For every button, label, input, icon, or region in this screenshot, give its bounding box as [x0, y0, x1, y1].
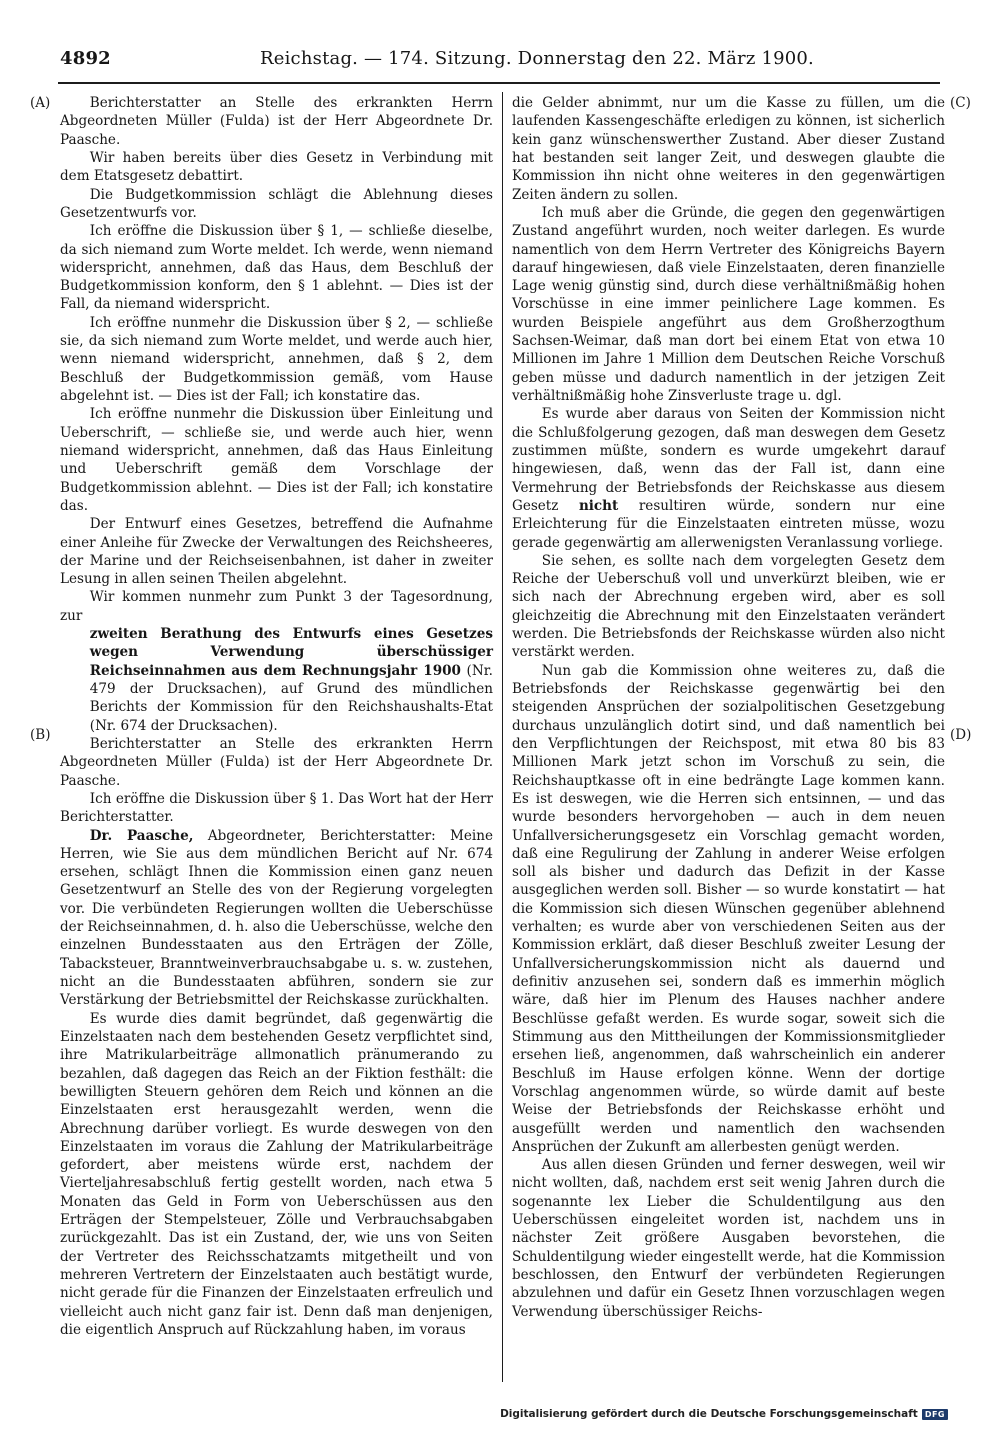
paragraph-text: Es wurde aber daraus von Seiten der Kommission nicht die Schlußfolgerung gezogen, daß man deswegen dem Gesetz zustimmen müßte, sondern es wurde umgekehrt darauf hingewiesen, daß, wenn das der Fall ist, dann eine Vermehrung der Betriebsfonds der Reichskasse aus diesem Gesetz: [512, 406, 945, 514]
running-title: Reichstag. — 174. Sitzung. Donnerstag den 22. März 1900.: [260, 48, 814, 69]
page-header: [60, 44, 940, 78]
column-divider: [502, 92, 503, 1382]
paragraph: die Gelder abnimmt, nur um die Kasse zu füllen, um die laufenden Kassengeschäfte erledigen zu können, ist sicherlich kein ganz wünschenswerther Zustand. Aber dieser Zustand hat bestanden seit langer Zeit, und deswegen glaubte die Kommission ihn nicht ohne weiteres in den gegenwärtigen Zeiten ändern zu sollen.: [512, 95, 945, 203]
agenda-item-details: (Nr. 479 der Drucksachen), auf Grund des mündlichen Berichts der Kommission für den Reichshaushalts-Etat (Nr. 674 der Drucksachen).: [89, 662, 493, 734]
paragraph: Wir haben bereits über dies Gesetz in Verbindung mit dem Etatsgesetz debattirt.: [60, 149, 493, 185]
paragraph-text: resultiren würde, sondern nur eine Erleichterung für die Einzelstaaten eintreten müsse, wozu gerade gegenwärtig am allerwenigsten Veranlassung vorliege.: [512, 497, 945, 551]
paragraph: [512, 405, 945, 552]
paragraph: Sie sehen, es sollte nach dem vorgelegten Gesetz dem Reiche der Ueberschuß voll und unverkürzt bleiben, wie er sich nach der Abrechnung ergeben wird, aber es soll gleichzeitig die Abrechnung mit den Einzelstaaten verändert werden. Die Betriebsfonds der Reichskasse würden also nicht verstärkt werden.: [512, 552, 945, 661]
speech-paragraph: [60, 827, 493, 1010]
paragraph: Ich muß aber die Gründe, die gegen den gegenwärtigen Zustand angeführt wurden, noch weiter darlegen. Es wurde namentlich von dem Herrn Vertreter des Königreichs Bayern darauf hingewiesen, daß viele Einzelstaaten, deren finanzielle Lage wenig günstig sind, durch diese verhältnißmäßig hohen Vorschüsse in eine immer peinlichere Lage kommen. Es wurden Beispiele angeführt aus dem Großherzogthum Sachsen-Weimar, daß man dort bei einem Etat von etwa 10 Millionen im Jahre 1 Million dem Deutschen Reiche Vorschuß geben müsse und dadurch namentlich in der jetzigen Zeit verhältnißmäßig hohe Zinsverluste trage u. dgl.: [512, 204, 945, 404]
header-rule: [58, 82, 940, 84]
paragraph: Ich eröffne die Diskussion über § 1. Das Wort hat der Herr Berichterstatter.: [60, 790, 493, 826]
paragraph: Der Entwurf eines Gesetzes, betreffend die Aufnahme einer Anleihe für Zwecke der Verwaltungen des Reichsheeres, der Marine und der Reichseisenbahnen, ist daher in zweiter Lesung in allen seinen Theilen abgelehnt.: [60, 516, 493, 588]
agenda-item: [90, 625, 493, 735]
paragraph: Ich eröffne nunmehr die Diskussion über Einleitung und Ueberschrift, — schließe sie, und werde auch hier, wenn niemand widerspricht, annehmen, daß das Haus Einleitung und Ueberschrift gemäß dem Vorschlage der Budgetkommission ablehnt. — Dies ist der Fall; ich konstatire das.: [60, 406, 493, 514]
left-column: [60, 94, 493, 1339]
footer-text: Digitalisierung gefördert durch die Deutsche Forschungsgemeinschaft: [500, 1408, 918, 1420]
paragraph: Ich eröffne nunmehr die Diskussion über § 2, — schließe sie, da sich niemand zum Worte meldet, und werde auch hier, wenn niemand widerspricht, annehmen, daß § 2, dem Beschluß der Budgetkommission gemäß, vom Hause abgelehnt ist. — Dies ist der Fall; ich konstatire das.: [60, 314, 493, 404]
dfg-logo: DFG: [922, 1409, 948, 1420]
paragraph: Berichterstatter an Stelle des erkrankten Herrn Abgeordneten Müller (Fulda) ist der Herr Abgeordnete Dr. Paasche.: [60, 735, 493, 789]
emphasis: nicht: [578, 497, 619, 514]
margin-marker-b: (B): [30, 727, 51, 743]
paragraph: Wir kommen nunmehr zum Punkt 3 der Tagesordnung, zur: [60, 589, 493, 624]
paragraph: Es wurde dies damit begründet, daß gegenwärtig die Einzelstaaten nach dem bestehenden Gesetz verpflichtet sind, ihre Matrikularbeiträge allmonatlich pränumerando zu bezahlen, daß dagegen das Reich an der Fiktion festhält: die bewilligten Steuern gehören dem Reich und können an die Einzelstaaten erst herausgezahlt werden, wenn die Abrechnung darüber vorliegt. Es wurde deswegen von den Einzelstaaten im voraus die Zahlung der Matrikularbeiträge gefordert, aber meistens würde erst, nachdem der Vierteljahresabschluß fertig gestellt worden, nach etwa 5 Monaten das Geld in Form von Ueberschüssen aus den Erträgen der Stempelsteuer, Zölle und Verbrauchsabgaben zurückgezahlt. Das ist ein Zustand, der, wie uns von Seiten der Vertreter des Reichsschatzamts mitgetheilt und von mehreren Vertretern der Einzelstaaten auch bestätigt wurde, nicht gerade für die Finanzen der Einzelstaaten erfreulich und vielleicht auch nicht ganz fair ist. Denn daß man denjenigen, die eigentlich Anspruch auf Rückzahlung haben, im voraus: [60, 1010, 493, 1338]
paragraph: Ich eröffne die Diskussion über § 1, — schließe dieselbe, da sich niemand zum Worte meldet. Ich werde, wenn niemand widerspricht, annehmen, daß das Haus, dem Beschluß der Budgetkommission konform, den § 1 ablehnt. — Dies ist der Fall, da niemand widerspricht.: [60, 223, 493, 313]
margin-marker-a: (A): [30, 95, 51, 111]
margin-marker-c: (C): [950, 95, 971, 111]
margin-marker-d: (D): [950, 727, 972, 743]
speech-text: Abgeordneter, Berichterstatter: Meine Herren, wie Sie aus dem mündlichen Bericht auf Nr. 674 ersehen, schlägt Ihnen die Kommission einen ganz neuen Gesetzentwurf an Stelle des von der Regierung vorgelegten vor. Die verbündeten Regierungen wollten die Ueberschüsse der Reichseinnahmen, d. h. also die Ueberschüsse, welche den einzelnen Bundesstaaten aus den Erträgen der Zölle, Tabacksteuer, Branntweinverbrauchsabgabe u. s. w. zustehen, nicht an die Bundesstaaten abführen, sondern sie zur Verstärkung der Betriebsmittel der Reichskasse zurückhalten.: [60, 827, 493, 1009]
paragraph: Aus allen diesen Gründen und ferner deswegen, weil wir nicht wollten, daß, nachdem erst seit wenig Jahren durch die sogenannte lex Lieber die Schuldentilgung aus den Ueberschüssen eingeleitet worden ist, nachdem uns in nächster Zeit größere Ausgaben bevorstehen, die Schuldentilgung wieder eingestellt werde, hat die Kommission beschlossen, den Entwurf der verbündeten Regierungen abzulehnen und dafür ein Gesetz Ihnen vorzuschlagen wegen Verwendung überschüssiger Reichs-: [512, 1157, 945, 1320]
page-number: 4892: [60, 48, 111, 69]
agenda-item-title: zweiten Berathung des Entwurfs eines Gesetzes wegen Verwendung überschüssiger Reichseinnahmen aus dem Rechnungsjahr 1900: [89, 626, 493, 679]
paragraph: Berichterstatter an Stelle des erkrankten Herrn Abgeordneten Müller (Fulda) ist der Herr Abgeordnete Dr. Paasche.: [60, 95, 493, 148]
speaker-name: Dr. Paasche,: [89, 827, 194, 844]
paragraph: Nun gab die Kommission ohne weiteres zu, daß die Betriebsfonds der Reichskasse gegenwärtig bei den steigenden Ansprüchen der sozialpolitischen Gesetzgebung durchaus unzulänglich dotirt sind, und daß namentlich bei den Verpflichtungen der Reichspost, mit etwa 80 bis 83 Millionen Mark jetzt schon im Vorschuß zu sein, die Reichshauptkasse oft in eine bedrängte Lage kommen kann. Es ist deswegen, wie die Herren sich entsinnen, — und das wurde besonders hervorgehoben — auch in dem neuen Unfallversicherungsgesetz ein Vorschlag gemacht worden, daß eine Regulirung der Zahlung in anderer Weise erfolgen soll als bisher und dadurch das Defizit in der Kasse ausgeglichen werden soll. Bisher — so wurde konstatirt — hat die Kommission sich diesen Wünschen gegenüber ablehnend verhalten; es wurde aber von verschiedenen Seiten aus der Kommission erklärt, daß dieser Beschluß zweiter Lesung der Unfallversicherungskommission nicht als dauernd und definitiv anzusehen sei, sondern daß es immerhin möglich wäre, daß hier im Plenum des Hauses nachher andere Beschlüsse gefaßt werden. Es wurde sogar, soweit sich die Stimmung aus den Mittheilungen der Kommissionsmitglieder ersehen ließ, angenommen, daß wahrscheinlich ein anderer Beschluß im Hause erfolgen könne. Wenn der dortige Vorschlag angenommen würde, so würde damit auf beste Weise der Betriebsfonds der Reichskasse erhöht und ausgefüllt werden und namentlich den wachsenden Ansprüchen der Zukunft am allerbesten genügt werden.: [512, 662, 945, 1155]
paragraph: Die Budgetkommission schlägt die Ablehnung dieses Gesetzentwurfs vor.: [60, 186, 493, 221]
footer-credit: [500, 1408, 948, 1420]
right-column: [512, 94, 945, 1321]
